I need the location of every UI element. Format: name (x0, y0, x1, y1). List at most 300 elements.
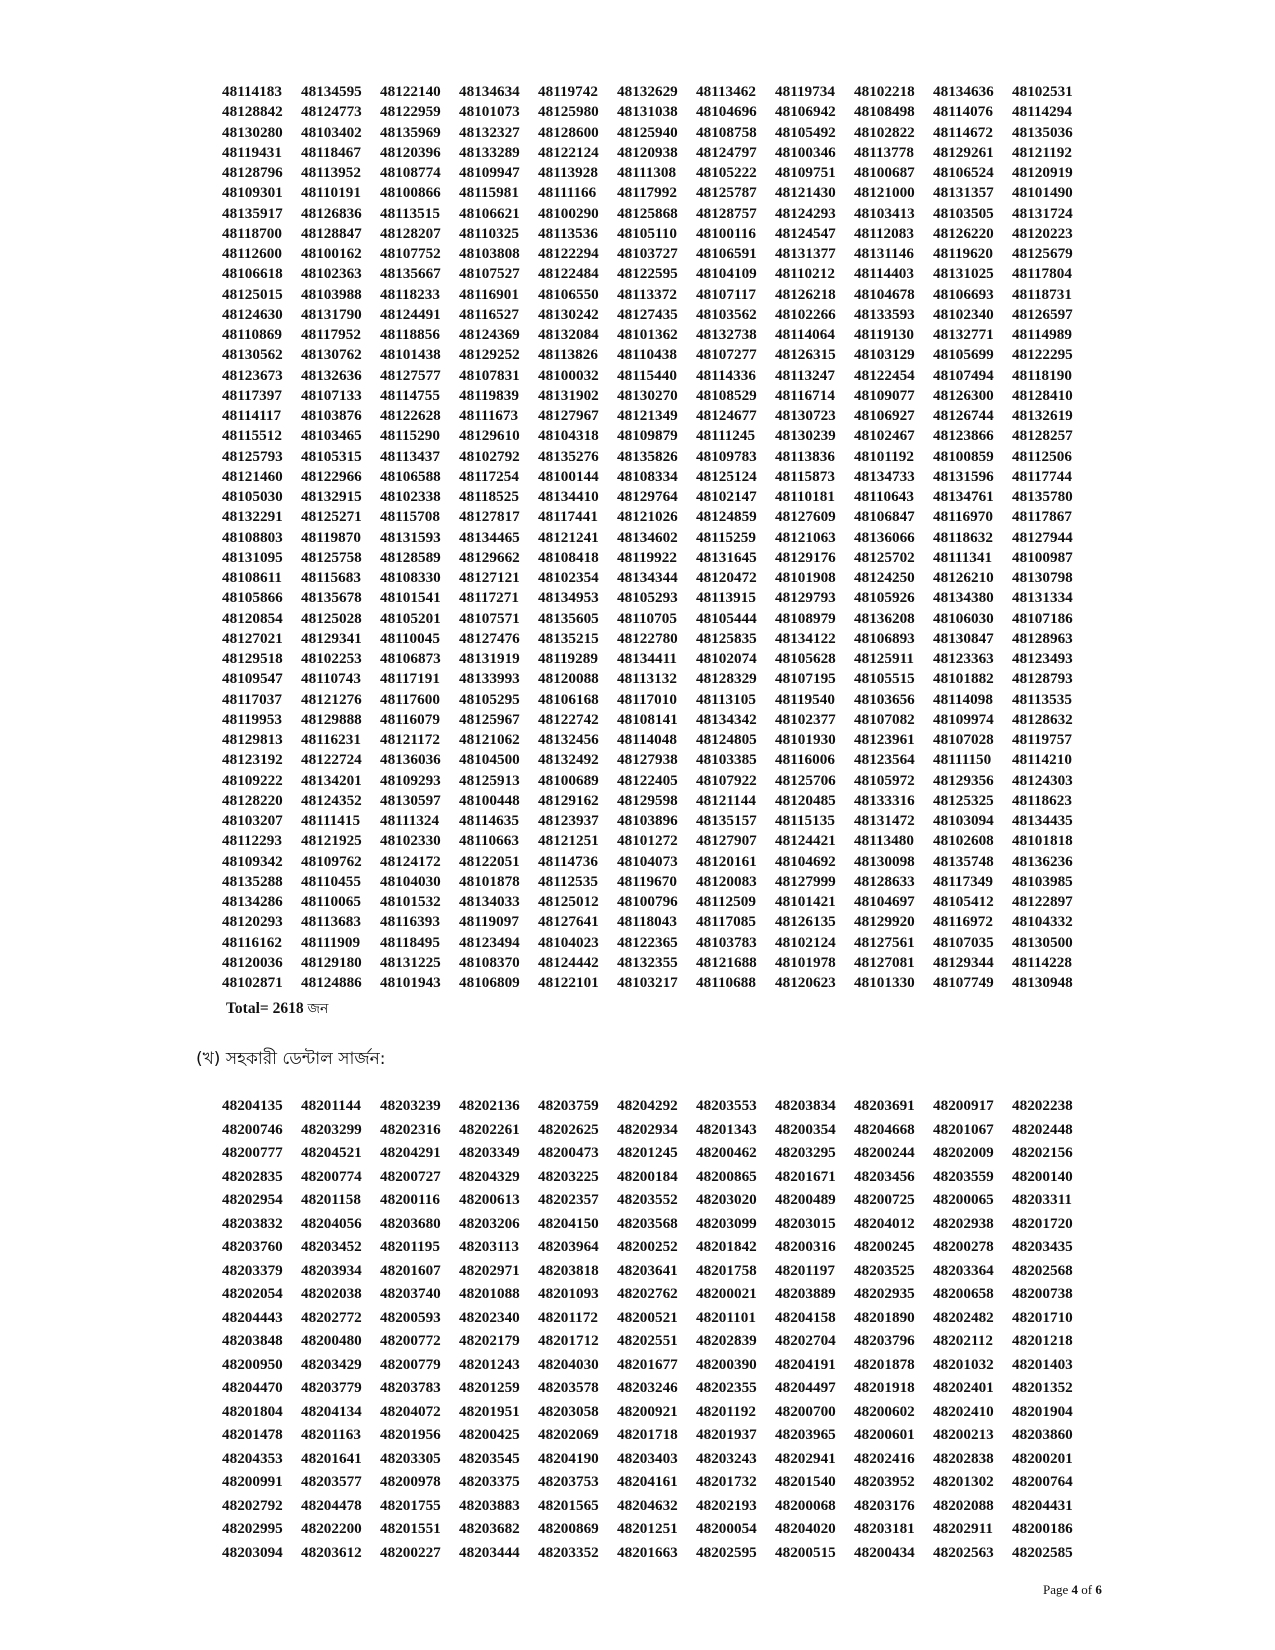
roll-number: 48201032 (933, 1355, 994, 1373)
roll-number: 48200991 (222, 1473, 283, 1490)
roll-number: 48203759 (538, 1097, 599, 1114)
roll-number: 48204521 (301, 1144, 362, 1161)
roll-number: 48202568 (1012, 1261, 1073, 1279)
roll-number: 48109751 (775, 164, 836, 181)
roll-number: 48119130 (854, 326, 914, 343)
roll-number: 48106618 (222, 265, 283, 283)
roll-number: 48201172 (538, 1308, 598, 1326)
table-row (222, 669, 1091, 689)
roll-number: 48117804 (1012, 265, 1072, 283)
roll-number: 48122454 (854, 366, 915, 384)
table-row (222, 386, 1091, 406)
roll-number: 48123866 (933, 427, 994, 445)
roll-number: 48204497 (775, 1379, 836, 1396)
roll-number: 48135288 (222, 872, 283, 890)
roll-number: 48120938 (617, 143, 678, 161)
roll-number: 48203015 (775, 1214, 836, 1232)
roll-number: 48201565 (538, 1496, 599, 1514)
roll-number: 48114076 (933, 103, 993, 121)
roll-number: 48103094 (933, 812, 994, 829)
roll-number: 48200184 (617, 1167, 678, 1185)
table-row (222, 1165, 1091, 1189)
roll-number: 48117992 (617, 184, 677, 202)
roll-number: 48105201 (380, 609, 441, 627)
roll-number: 48204668 (854, 1120, 915, 1138)
roll-number: 48202401 (933, 1379, 994, 1396)
roll-number: 48203818 (538, 1261, 599, 1279)
roll-number: 48124421 (775, 832, 836, 850)
roll-number: 48202200 (301, 1520, 362, 1537)
roll-number: 48102792 (459, 447, 520, 465)
roll-number: 48128793 (1012, 670, 1073, 688)
roll-number: 48200316 (775, 1238, 836, 1255)
roll-number: 48101818 (1012, 832, 1073, 850)
roll-number: 48136036 (380, 751, 441, 769)
roll-number: 48130948 (1012, 974, 1073, 991)
roll-number: 48105030 (222, 488, 283, 505)
roll-number: 48200068 (775, 1496, 836, 1514)
roll-number: 48118700 (222, 224, 282, 242)
table-row (222, 811, 1091, 831)
roll-number: 48200252 (617, 1238, 678, 1255)
roll-number: 48112600 (222, 245, 282, 262)
roll-number: 48125980 (538, 103, 599, 121)
roll-number: 48125679 (1012, 245, 1073, 262)
roll-number: 48102253 (301, 650, 362, 667)
roll-number: 48102608 (933, 832, 994, 850)
roll-number: 48102531 (1012, 83, 1073, 100)
roll-number: 48202193 (696, 1496, 757, 1514)
roll-number: 48125967 (459, 710, 520, 728)
roll-number: 48201878 (854, 1355, 915, 1373)
roll-number: 48200245 (854, 1238, 915, 1255)
table-row (222, 447, 1091, 467)
roll-number: 48101878 (459, 872, 520, 890)
roll-number: 48121349 (617, 407, 678, 424)
roll-number: 48130562 (222, 346, 283, 364)
roll-number-grid-section-b (222, 1094, 1091, 1564)
table-row (222, 730, 1091, 750)
roll-number: 48131334 (1012, 589, 1073, 607)
roll-number: 48127476 (459, 629, 520, 647)
table-row (222, 1447, 1091, 1471)
roll-number: 48124293 (775, 204, 836, 222)
roll-number: 48108334 (617, 467, 678, 485)
roll-number: 48135748 (933, 852, 994, 870)
roll-number: 48134602 (617, 528, 678, 546)
roll-number: 48202416 (854, 1449, 915, 1467)
roll-number: 48200613 (459, 1191, 520, 1208)
roll-number: 48108758 (696, 123, 757, 141)
roll-number: 48135678 (301, 589, 362, 607)
roll-number: 48131095 (222, 548, 283, 566)
roll-number: 48121688 (696, 953, 757, 971)
roll-number: 48126218 (775, 285, 836, 303)
table-row (222, 345, 1091, 365)
roll-number: 48119953 (222, 710, 282, 728)
roll-number: 48200213 (933, 1426, 994, 1443)
roll-number: 48113437 (380, 447, 440, 465)
roll-number: 48204292 (617, 1097, 678, 1114)
roll-number: 48104109 (696, 265, 757, 283)
roll-number: 48122124 (538, 143, 599, 161)
roll-number: 48203429 (301, 1355, 362, 1373)
roll-number: 48135605 (538, 609, 599, 627)
roll-number: 48202839 (696, 1332, 757, 1349)
roll-number: 48112535 (538, 872, 598, 890)
roll-number: 48134634 (459, 83, 520, 100)
roll-number: 48125787 (696, 184, 757, 202)
roll-number: 48134410 (538, 488, 599, 505)
roll-number: 48101978 (775, 953, 836, 971)
roll-number: 48201163 (301, 1426, 361, 1443)
roll-number: 48102377 (775, 710, 836, 728)
roll-number: 48200727 (380, 1167, 441, 1185)
roll-number: 48117271 (459, 589, 519, 607)
roll-number: 48134636 (933, 83, 994, 100)
roll-number: 48203311 (1012, 1191, 1072, 1208)
roll-number: 48103896 (617, 812, 678, 829)
roll-number: 48204158 (775, 1308, 836, 1326)
roll-number: 48130723 (775, 407, 836, 424)
roll-number: 48134380 (933, 589, 994, 607)
roll-number-grid-section-a (222, 82, 1091, 993)
roll-number: 48200779 (380, 1355, 441, 1373)
roll-number: 48114117 (222, 407, 282, 424)
roll-number: 48200764 (1012, 1473, 1073, 1490)
roll-number: 48202938 (933, 1214, 994, 1232)
table-row (222, 750, 1091, 770)
roll-number: 48130597 (380, 791, 441, 809)
roll-number: 48114064 (775, 326, 835, 343)
roll-number: 48122294 (538, 245, 599, 262)
roll-number: 48114672 (933, 123, 993, 141)
roll-number: 48106030 (933, 609, 994, 627)
roll-number: 48123564 (854, 751, 915, 769)
roll-number: 48204056 (301, 1214, 362, 1232)
roll-number: 48202954 (222, 1191, 283, 1208)
roll-number: 48200738 (1012, 1285, 1073, 1302)
table-row (222, 163, 1091, 183)
roll-number: 48106873 (380, 650, 441, 667)
roll-number: 48200602 (854, 1402, 915, 1420)
roll-number: 48201663 (617, 1543, 678, 1561)
roll-number: 48203206 (459, 1214, 520, 1232)
roll-number: 48133316 (854, 791, 915, 809)
roll-number: 48114736 (538, 852, 598, 870)
roll-number: 48201720 (1012, 1214, 1073, 1232)
roll-number: 48130847 (933, 629, 994, 647)
page-current: 4 (1071, 1582, 1079, 1597)
roll-number: 48103402 (301, 123, 362, 141)
roll-number: 48203848 (222, 1332, 283, 1349)
roll-number: 48117085 (696, 913, 756, 931)
roll-number: 48110743 (301, 670, 361, 688)
roll-number: 48103985 (1012, 872, 1073, 890)
roll-number: 48106893 (854, 629, 915, 647)
roll-number: 48114336 (696, 366, 756, 384)
roll-number: 48129920 (854, 913, 915, 931)
roll-number: 48116079 (380, 710, 440, 728)
roll-number: 48201710 (1012, 1308, 1073, 1326)
roll-number: 48117600 (380, 690, 440, 708)
roll-number: 48120396 (380, 143, 441, 161)
roll-number: 48118467 (301, 143, 361, 161)
table-row (222, 426, 1091, 446)
roll-number: 48203965 (775, 1426, 836, 1443)
roll-number: 48110455 (301, 872, 361, 890)
roll-number: 48110045 (380, 629, 440, 647)
roll-number: 48103129 (854, 346, 915, 364)
roll-number: 48119839 (459, 386, 519, 404)
roll-number: 48113480 (854, 832, 914, 850)
roll-number: 48111341 (933, 548, 993, 566)
roll-number: 48108370 (459, 953, 520, 971)
roll-number: 48105110 (617, 224, 677, 242)
roll-number: 48125124 (696, 467, 757, 485)
roll-number: 48127944 (1012, 528, 1073, 546)
roll-number: 48102822 (854, 123, 915, 141)
roll-number: 48109301 (222, 184, 283, 202)
roll-number: 48134435 (1012, 812, 1073, 829)
roll-number: 48114635 (459, 812, 519, 829)
roll-number: 48134033 (459, 893, 520, 910)
roll-number: 48107082 (854, 710, 915, 728)
roll-number: 48120854 (222, 609, 283, 627)
table-row (222, 1329, 1091, 1353)
roll-number: 48200865 (696, 1167, 757, 1185)
roll-number: 48202261 (459, 1120, 520, 1138)
roll-number: 48101908 (775, 569, 836, 586)
roll-number: 48202316 (380, 1120, 441, 1138)
roll-number: 48101421 (775, 893, 836, 910)
roll-number: 48200489 (775, 1191, 836, 1208)
roll-number: 48203753 (538, 1473, 599, 1490)
roll-number: 48124491 (380, 305, 441, 323)
roll-number: 48112083 (854, 224, 914, 242)
roll-number: 48202156 (1012, 1144, 1073, 1161)
roll-number: 48201804 (222, 1402, 283, 1420)
roll-number: 48124859 (696, 508, 757, 526)
roll-number: 48203305 (380, 1449, 441, 1467)
roll-number: 48203444 (459, 1543, 520, 1561)
roll-number: 48204135 (222, 1097, 283, 1114)
roll-number: 48204012 (854, 1214, 915, 1232)
roll-number: 48127967 (538, 407, 599, 424)
roll-number: 48201758 (696, 1261, 757, 1279)
roll-number: 48104030 (380, 872, 441, 890)
roll-number: 48107494 (933, 366, 994, 384)
roll-number: 48100866 (380, 184, 441, 202)
roll-number: 48102218 (854, 83, 915, 100)
roll-number: 48123937 (538, 812, 599, 829)
roll-number: 48124172 (380, 852, 441, 870)
roll-number: 48117867 (1012, 508, 1072, 526)
roll-number: 48102124 (775, 933, 836, 951)
roll-number: 48203225 (538, 1167, 599, 1185)
roll-number: 48135969 (380, 123, 441, 141)
roll-number: 48202038 (301, 1285, 362, 1302)
roll-number: 48203435 (1012, 1238, 1073, 1255)
roll-number: 48129176 (775, 548, 836, 566)
roll-number: 48136208 (854, 609, 915, 627)
roll-number: 48125913 (459, 771, 520, 789)
roll-number: 48119431 (222, 143, 282, 161)
roll-number: 48200777 (222, 1144, 283, 1161)
table-row (222, 1188, 1091, 1212)
roll-number: 48131472 (854, 812, 915, 829)
roll-number: 48126597 (1012, 305, 1073, 323)
table-row (222, 528, 1091, 548)
roll-number: 48128632 (1012, 710, 1073, 728)
roll-number: 48200917 (933, 1097, 994, 1114)
roll-number: 48200593 (380, 1308, 441, 1326)
roll-number: 48125015 (222, 285, 283, 303)
roll-number: 48100448 (459, 791, 520, 809)
roll-number: 48123961 (854, 731, 915, 748)
roll-number: 48200772 (380, 1332, 441, 1349)
roll-number: 48200480 (301, 1332, 362, 1349)
table-row (222, 123, 1091, 143)
roll-number: 48130270 (617, 386, 678, 404)
roll-number: 48117441 (538, 508, 598, 526)
roll-number: 48135036 (1012, 123, 1073, 141)
roll-number: 48203181 (854, 1520, 915, 1537)
roll-number: 48122484 (538, 265, 599, 283)
roll-number: 48108611 (222, 569, 282, 586)
roll-number: 48114098 (933, 690, 993, 708)
roll-number: 48200186 (1012, 1520, 1073, 1537)
roll-number: 48103988 (301, 285, 362, 303)
roll-number: 48110688 (696, 974, 756, 991)
roll-number: 48200354 (775, 1120, 836, 1138)
roll-number: 48123192 (222, 751, 283, 769)
roll-number: 48203452 (301, 1238, 362, 1255)
roll-number: 48128963 (1012, 629, 1073, 647)
roll-number: 48103413 (854, 204, 915, 222)
roll-number: 48120223 (1012, 224, 1073, 242)
roll-number: 48130239 (775, 427, 836, 445)
roll-number: 48110663 (459, 832, 519, 850)
roll-number: 48105515 (854, 670, 915, 688)
roll-number: 48122959 (380, 103, 441, 121)
roll-number: 48134465 (459, 528, 520, 546)
roll-number: 48202448 (1012, 1120, 1073, 1138)
roll-number: 48110438 (617, 346, 677, 364)
roll-number: 48112509 (696, 893, 756, 910)
roll-number: 48108803 (222, 528, 283, 546)
roll-number: 48126836 (301, 204, 362, 222)
table-row (222, 872, 1091, 892)
table-row (222, 467, 1091, 487)
table-row (222, 588, 1091, 608)
roll-number: 48129252 (459, 346, 520, 364)
roll-number: 48125325 (933, 791, 994, 809)
roll-number: 48127021 (222, 629, 283, 647)
roll-number: 48200921 (617, 1402, 678, 1420)
table-row (222, 143, 1091, 163)
roll-number: 48134953 (538, 589, 599, 607)
roll-number: 48128842 (222, 103, 283, 121)
roll-number: 48127641 (538, 913, 599, 931)
roll-number: 48201718 (617, 1426, 678, 1443)
roll-number: 48103562 (696, 305, 757, 323)
roll-number: 48101438 (380, 346, 441, 364)
roll-number: 48203612 (301, 1543, 362, 1561)
roll-number: 48101930 (775, 731, 836, 748)
roll-number: 48131724 (1012, 204, 1073, 222)
roll-number: 48121144 (696, 791, 756, 809)
roll-number: 48130762 (301, 346, 362, 364)
roll-number: 48129764 (617, 488, 678, 505)
roll-number: 48202112 (933, 1332, 993, 1349)
roll-number: 48103207 (222, 812, 283, 829)
table-row (222, 852, 1091, 872)
table-row (222, 953, 1091, 973)
roll-number: 48102074 (696, 650, 757, 667)
roll-number: 48130500 (1012, 933, 1073, 951)
roll-number: 48121000 (854, 184, 915, 202)
roll-number: 48127561 (854, 933, 915, 951)
roll-number: 48109947 (459, 164, 520, 181)
roll-number: 48134411 (617, 650, 677, 667)
roll-number: 48131596 (933, 467, 994, 485)
roll-number: 48101943 (380, 974, 441, 991)
roll-number: 48201755 (380, 1496, 441, 1514)
roll-number: 48200869 (538, 1520, 599, 1537)
roll-number: 48130280 (222, 123, 283, 141)
roll-number: 48120036 (222, 953, 283, 971)
table-row (222, 1306, 1091, 1330)
roll-number: 48106550 (538, 285, 599, 303)
roll-number: 48109783 (696, 447, 757, 465)
table-row (222, 82, 1091, 102)
roll-number: 48201218 (1012, 1332, 1073, 1349)
roll-number: 48111324 (380, 812, 440, 829)
roll-number: 48120161 (696, 852, 757, 870)
roll-number: 48126210 (933, 569, 994, 586)
roll-number: 48129610 (459, 427, 520, 445)
roll-number: 48201732 (696, 1473, 757, 1490)
table-row (222, 1423, 1091, 1447)
roll-number: 48107831 (459, 366, 520, 384)
roll-number: 48202340 (459, 1308, 520, 1326)
roll-number: 48118525 (459, 488, 519, 505)
roll-number: 48125940 (617, 123, 678, 141)
roll-number: 48203559 (933, 1167, 994, 1185)
roll-number: 48107749 (933, 974, 994, 991)
roll-number: 48122405 (617, 771, 678, 789)
roll-number: 48201403 (1012, 1355, 1073, 1373)
roll-number: 48119742 (538, 83, 598, 100)
roll-number: 48124442 (538, 953, 599, 971)
roll-number: 48202069 (538, 1426, 599, 1443)
roll-number: 48113952 (301, 164, 361, 181)
roll-number: 48104023 (538, 933, 599, 951)
roll-number: 48126315 (775, 346, 836, 364)
roll-number: 48111166 (538, 184, 597, 202)
roll-number: 48127938 (617, 751, 678, 769)
page-of: of (1081, 1582, 1093, 1597)
table-row (222, 507, 1091, 527)
roll-number: 48106621 (459, 204, 520, 222)
table-row (222, 710, 1091, 730)
roll-number: 48105492 (775, 123, 836, 141)
roll-number: 48110643 (854, 488, 914, 505)
roll-number: 48131902 (538, 386, 599, 404)
roll-number: 48129261 (933, 143, 994, 161)
roll-number: 48110212 (775, 265, 835, 283)
